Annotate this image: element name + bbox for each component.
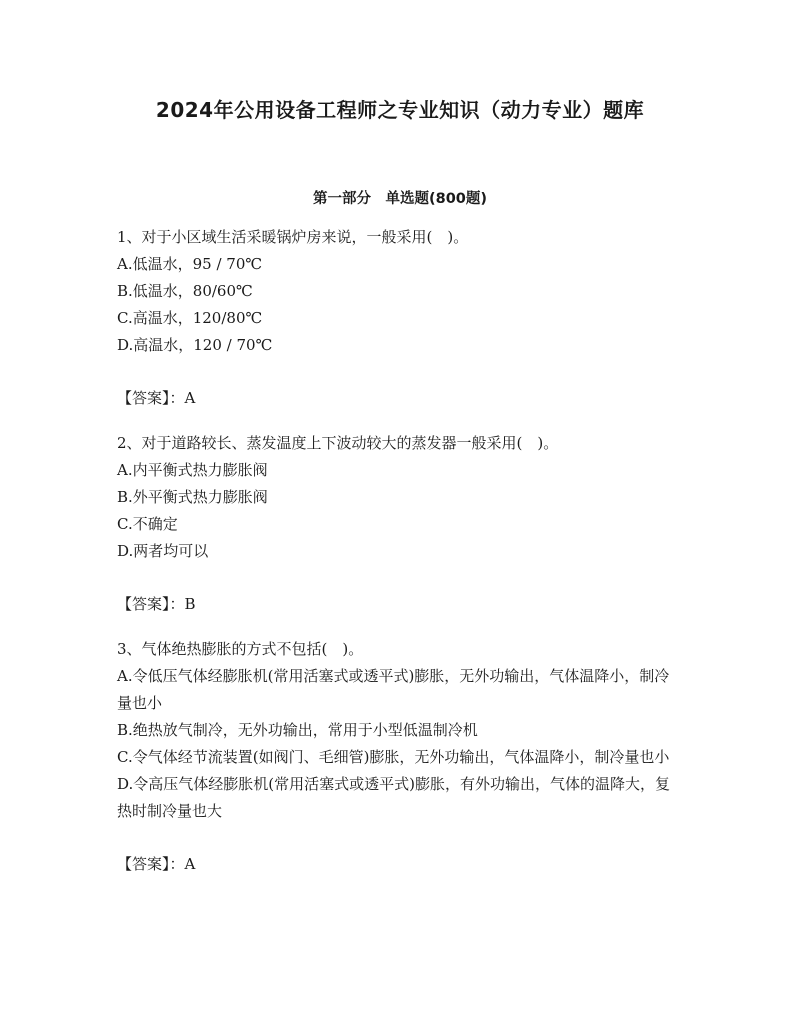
option-a: A.低温水，95 / 70℃	[117, 255, 263, 273]
answer-value: B	[184, 595, 196, 613]
document-title: 2024年公用设备工程师之专业知识（动力专业）题库	[155, 98, 645, 122]
section-heading: 第一部分 单选题(800题)	[312, 191, 488, 207]
question-stem: 3、气体绝热膨胀的方式不包括( )。	[117, 640, 364, 658]
option-d: D.高温水，120 / 70℃	[117, 336, 273, 354]
option-c: C.令气体经节流装置(如阀门、毛细管)膨胀，无外功输出，气体温降小，制冷量也小	[117, 748, 670, 766]
question-item	[117, 430, 677, 565]
option-b: B.外平衡式热力膨胀阀	[117, 488, 268, 506]
answer-label: 【答案】：	[117, 855, 185, 873]
answer-line	[117, 385, 677, 412]
question-item	[117, 636, 677, 825]
option-b: B.低温水，80/60℃	[117, 282, 253, 300]
question-stem: 2、对于道路较长、蒸发温度上下波动较大的蒸发器一般采用( )。	[117, 434, 559, 452]
answer-line	[117, 591, 677, 618]
option-c: C.不确定	[117, 515, 178, 533]
option-d: D.令高压气体经膨胀机(常用活塞式或透平式)膨胀，有外功输出，气体的温降大，复热时制冷量也大	[117, 775, 670, 820]
answer-value: A	[184, 855, 196, 873]
question-stem: 1、对于小区域生活采暖锅炉房来说，一般采用( )。	[117, 228, 469, 246]
question-list	[117, 224, 677, 896]
option-a: A.内平衡式热力膨胀阀	[117, 461, 268, 479]
answer-value: A	[184, 389, 196, 407]
answer-label: 【答案】：	[117, 389, 185, 407]
answer-line	[117, 851, 677, 878]
option-c: C.高温水，120/80℃	[117, 309, 263, 327]
option-d: D.两者均可以	[117, 542, 209, 560]
question-item	[117, 224, 677, 359]
answer-label: 【答案】：	[117, 595, 185, 613]
option-a: A.令低压气体经膨胀机(常用活塞式或透平式)膨胀，无外功输出，气体温降小，制冷量也小	[117, 667, 670, 712]
option-b: B.绝热放气制冷，无外功输出，常用于小型低温制冷机	[117, 721, 478, 739]
